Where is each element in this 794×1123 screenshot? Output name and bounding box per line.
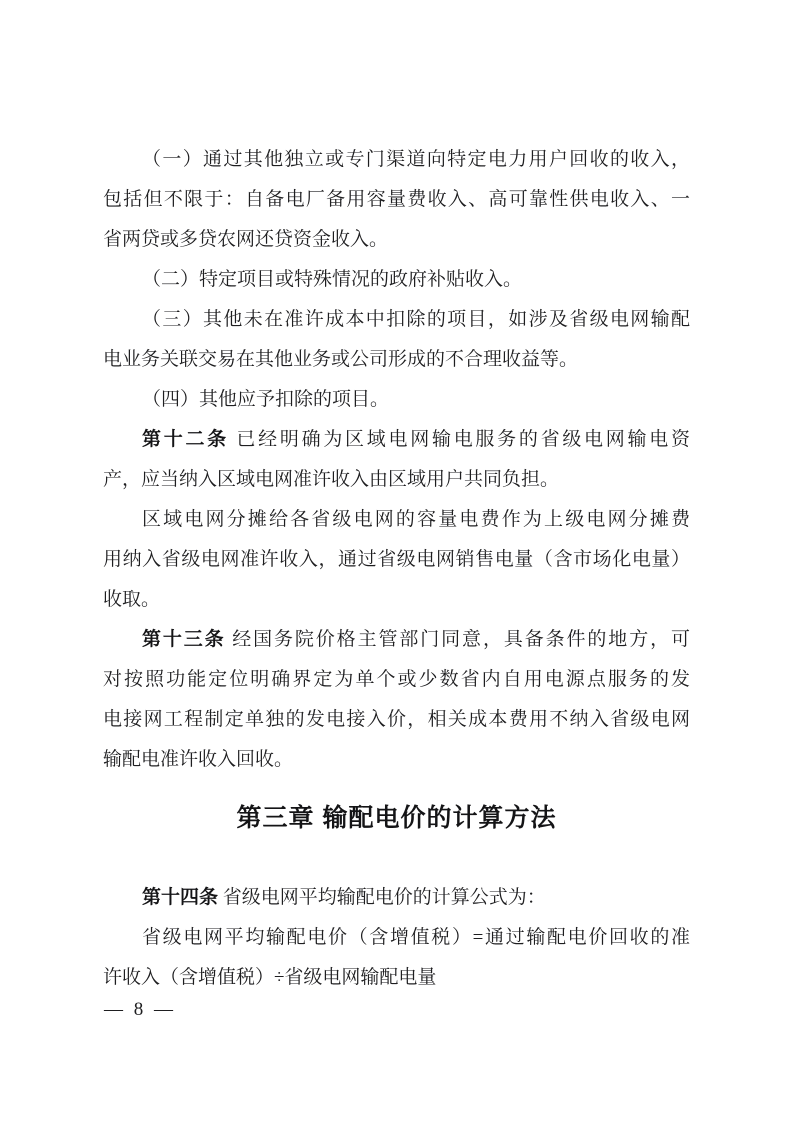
article-number: 第十四条 [142, 887, 219, 908]
text-line: （三）其他未在准许成本中扣除的项目，如涉及省级电网输配 [142, 309, 690, 330]
text-line: 省级电网平均输配电价（含增值税）=通过输配电价回收的准 [142, 927, 690, 948]
text-line: 产，应当纳入区域电网准许收入由区域用户共同负担。 [103, 469, 560, 490]
text-line: （四）其他应予扣除的项目。 [142, 389, 390, 410]
formula-text-block [103, 878, 690, 998]
page-number: — 8 — [104, 999, 176, 1020]
text-line: 电业务关联交易在其他业务或公司形成的不合理收益等。 [103, 349, 579, 370]
text-line: 收取。 [103, 589, 161, 610]
text-line: 包括但不限于：自备电厂备用容量费收入、高可靠性供电收入、一 [103, 189, 690, 210]
body-text-block [103, 140, 690, 780]
text-line: 对按照功能定位明确界定为单个或少数省内自用电源点服务的发 [103, 669, 690, 690]
text-line: 许收入（含增值税）÷省级电网输配电量 [103, 967, 437, 988]
document-body [103, 140, 690, 998]
text-line: （一）通过其他独立或专门渠道向特定电力用户回收的收入， [142, 149, 690, 170]
text-line: 输配电准许收入回收。 [103, 749, 294, 770]
chapter-heading: 第三章 输配电价的计算方法 [236, 804, 557, 832]
article-number: 第十二条 [142, 429, 229, 450]
text-line: 区域电网分摊给各省级电网的容量电费作为上级电网分摊费 [142, 509, 690, 530]
text-line: 第十三条 经国务院价格主管部门同意，具备条件的地方，可 [142, 629, 690, 650]
article-number: 第十三条 [142, 629, 226, 650]
text-line: 第十四条 省级电网平均输配电价的计算公式为： [142, 887, 546, 908]
text-line: （二）特定项目或特殊情况的政府补贴收入。 [142, 269, 523, 290]
text-line: 第十二条 已经明确为区域电网输电服务的省级电网输电资 [142, 429, 690, 450]
text-line: 电接网工程制定单独的发电接入价，相关成本费用不纳入省级电网 [103, 709, 690, 730]
text-line: 用纳入省级电网准许收入，通过省级电网销售电量（含市场化电量） [103, 549, 690, 570]
text-line: 省两贷或多贷农网还贷资金收入。 [103, 229, 389, 250]
